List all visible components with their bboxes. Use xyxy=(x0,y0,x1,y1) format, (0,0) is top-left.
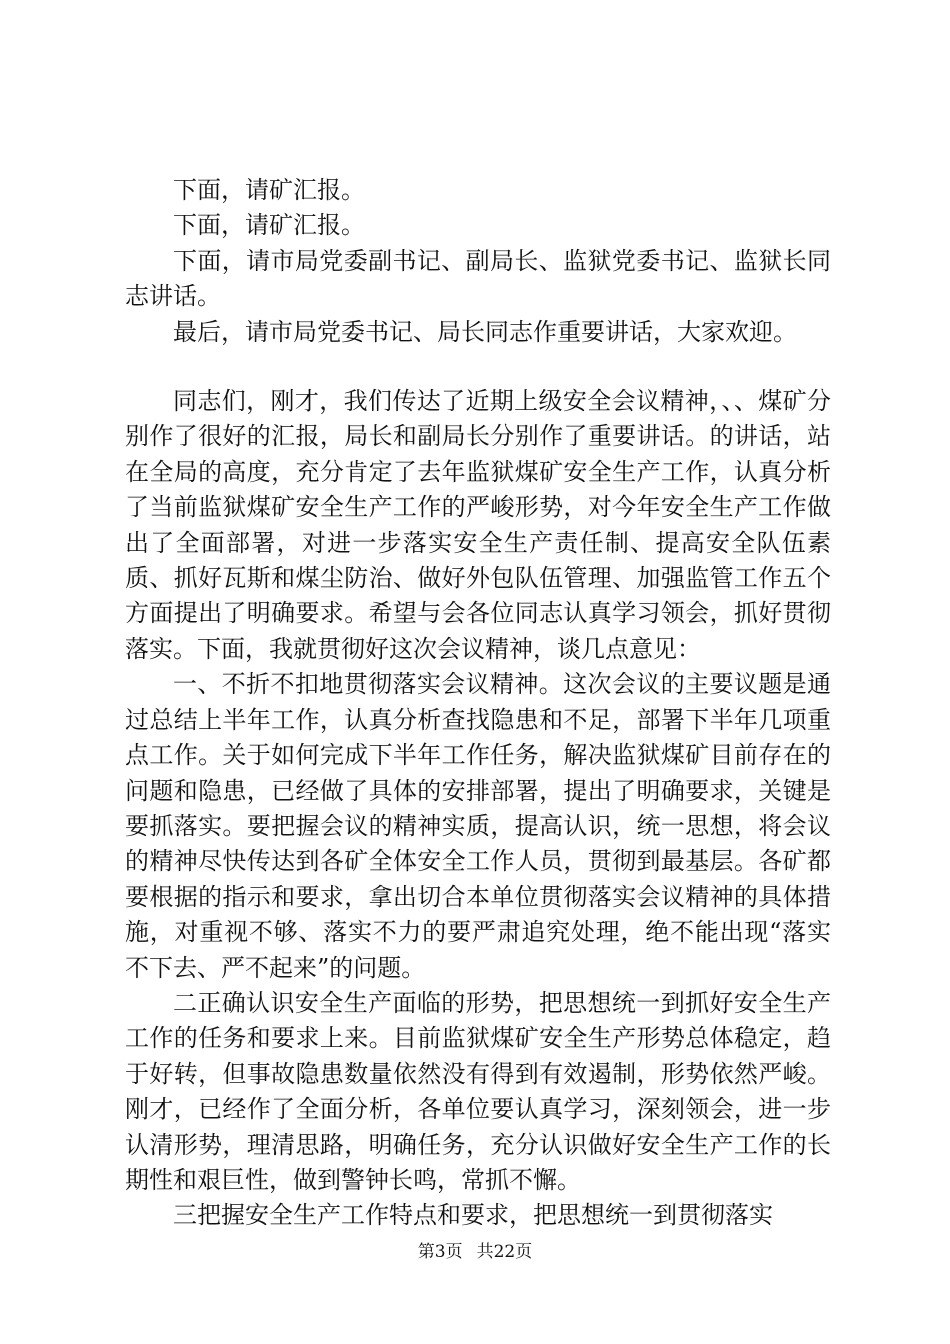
total-pages: 共22页 xyxy=(476,1242,533,1262)
section-gap xyxy=(125,350,831,384)
paragraph-report-request-1: 下面，请矿汇报。 xyxy=(173,176,365,204)
paragraph-closing-invitation: 最后，请市局党委书记、局长同志作重要讲话，大家欢迎。 xyxy=(173,317,797,346)
paragraph-speech-invitation: 下面，请市局党委副书记、副局长、监狱党委书记、监狱长同志讲话。 xyxy=(125,246,831,311)
paragraph-point-two: 二正确认识安全生产面临的形势，把思想统一到抓好安全生产工作的任务和要求上来。目前监狱煤矿安全生产形势总体稳定，趋于好转，但事故隐患数量依然没有得到有效遏制，形势依然严峻。刚才，已经作了全面分析，各单位要认真学习，深刻领会，进一步认清形势，理清思路，明确任务，充分认识做好安全生产工作的长期性和艰巨性，做到警钟长鸣，常抓不懈。 xyxy=(125,988,831,1194)
page-footer xyxy=(0,1241,950,1263)
paragraph-point-three: 三把握安全生产工作特点和要求，把思想统一到贯彻落实 xyxy=(173,1201,773,1230)
paragraph-opening-remarks: 同志们，刚才，我们传达了近期上级安全会议精神，、、煤矿分别作了很好的汇报，局长和副局长分别作了重要讲话。的讲话，站在全局的高度，充分肯定了去年监狱煤矿安全生产工作，认真分析了当前监狱煤矿安全生产工作的严峻形势，对今年安全生产工作做出了全面部署，对进一步落实安全生产责任制、提高安全队伍素质、抓好瓦斯和煤尘防治、做好外包队伍管理、加强监管工作五个方面提出了明确要求。希望与会各位同志认真学习领会，抓好贯彻落实。下面，我就贯彻好这次会议精神，谈几点意见： xyxy=(125,387,831,663)
document-body xyxy=(125,173,831,1234)
paragraph-point-one: 一、不折不扣地贯彻落实会议精神。这次会议的主要议题是通过总结上半年工作，认真分析查找隐患和不足，部署下半年几项重点工作。关于如何完成下半年工作任务，解决监狱煤矿目前存在的问题和隐患，已经做了具体的安排部署，提出了明确要求，关键是要抓落实。要把握会议的精神实质，提高认识，统一思想，将会议的精神尽快传达到各矿全体安全工作人员，贯彻到最基层。各矿都要根据的指示和要求，拿出切合本单位贯彻落实会议精神的具体措施，对重视不够、落实不力的要严肃追究处理，绝不能出现“落实不下去、严不起来”的问题。 xyxy=(125,670,831,982)
paragraph-report-request-2: 下面，请矿汇报。 xyxy=(173,211,365,240)
page-number: 第3页 xyxy=(417,1242,463,1262)
